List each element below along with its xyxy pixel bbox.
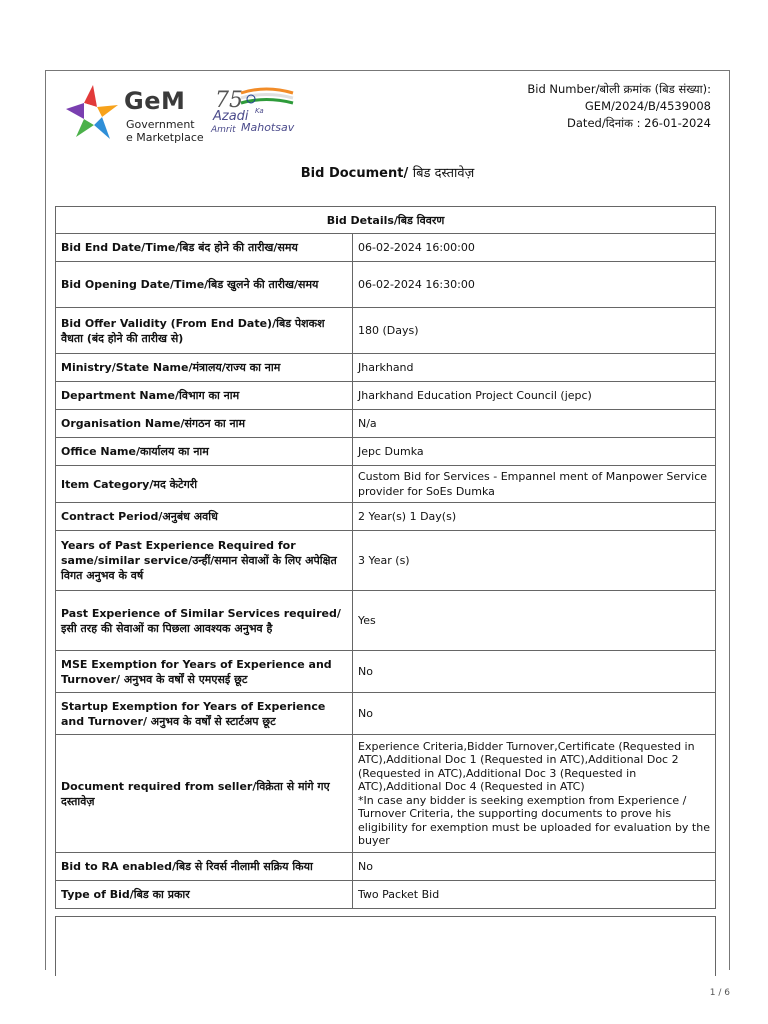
- row-value: 06-02-2024 16:00:00: [353, 234, 716, 262]
- row-value: Jharkhand: [353, 354, 716, 382]
- row-label: Department Name/विभाग का नाम: [56, 382, 353, 410]
- table-row: [56, 735, 716, 853]
- table-row: [56, 382, 716, 410]
- table-row: [56, 262, 716, 308]
- gem-logo-name: GeM: [124, 87, 186, 115]
- bid-date: [527, 115, 711, 132]
- row-value: No: [353, 853, 716, 881]
- seller-docs-note: *In case any bidder is seeking exemption from Experience / Turnover Criteria, the supporting documents to prove his eligibility for exemption must be uploaded for evaluation by the buyer: [358, 793, 710, 847]
- row-label: Bid End Date/Time/बिड बंद होने की तारीख/समय: [56, 234, 353, 262]
- row-value: [353, 735, 716, 853]
- page-number: 1 / 6: [709, 988, 730, 998]
- dated-value: 26-01-2024: [644, 116, 711, 130]
- bid-details-table: [55, 206, 716, 909]
- row-label: Bid Offer Validity (From End Date)/बिड पेशकश वैधता (बंद होने की तारीख से): [56, 308, 353, 354]
- row-value: 180 (Days): [353, 308, 716, 354]
- azadi-logo-line2: Amrit: [211, 125, 236, 135]
- document-title-hi: बिड दस्तावेज़: [412, 166, 475, 181]
- table-row: [56, 853, 716, 881]
- table-row: [56, 466, 716, 503]
- next-section-box: [55, 916, 716, 976]
- table-row: [56, 234, 716, 262]
- dated-label: Dated/दिनांक :: [567, 116, 641, 130]
- gem-logo-line1: Government: [126, 118, 195, 131]
- row-value: Two Packet Bid: [353, 881, 716, 909]
- gem-star-icon: [64, 81, 122, 143]
- table-row: [56, 591, 716, 651]
- azadi-logo-line2b: Mahotsav: [241, 121, 295, 134]
- row-value: Yes: [353, 591, 716, 651]
- table-row: [56, 693, 716, 735]
- azadi-ka-amrit-mahotsav-logo: [211, 83, 301, 139]
- bid-details-heading: Bid Details/बिड विवरण: [56, 207, 716, 234]
- row-value: No: [353, 651, 716, 693]
- row-label: Bid Opening Date/Time/बिड खुलने की तारीख/समय: [56, 262, 353, 308]
- table-row: [56, 438, 716, 466]
- row-label: Type of Bid/बिड का प्रकार: [56, 881, 353, 909]
- bid-meta: [527, 81, 711, 132]
- row-label: Item Category/मद केटेगरी: [56, 466, 353, 503]
- azadi-logo-line1b: Ka: [255, 107, 264, 115]
- gem-logo: [64, 81, 204, 143]
- row-value: N/a: [353, 410, 716, 438]
- gem-logo-line2: e Marketplace: [126, 131, 204, 144]
- row-label: Years of Past Experience Required for same/similar service/उन्हीं/समान सेवाओं के लिए अपेक्षित विगत अनुभव के वर्ष: [56, 531, 353, 591]
- row-label: Ministry/State Name/मंत्रालय/राज्य का नाम: [56, 354, 353, 382]
- document-page: [45, 70, 730, 970]
- row-label: Office Name/कार्यालय का नाम: [56, 438, 353, 466]
- svg-text:75: 75: [215, 88, 243, 113]
- row-value: No: [353, 693, 716, 735]
- document-title-en: Bid Document/: [300, 166, 409, 181]
- row-value: Jepc Dumka: [353, 438, 716, 466]
- table-row: [56, 651, 716, 693]
- row-value: 2 Year(s) 1 Day(s): [353, 503, 716, 531]
- table-row: [56, 410, 716, 438]
- row-label: Startup Exemption for Years of Experience and Turnover/ अनुभव के वर्षों से स्टार्टअप छूट: [56, 693, 353, 735]
- row-label: MSE Exemption for Years of Experience and Turnover/ अनुभव के वर्षों से एमएसई छूट: [56, 651, 353, 693]
- row-label: Contract Period/अनुबंध अवधि: [56, 503, 353, 531]
- table-row: [56, 308, 716, 354]
- row-value: 06-02-2024 16:30:00: [353, 262, 716, 308]
- seller-docs-list: Experience Criteria,Bidder Turnover,Certificate (Requested in ATC),Additional Doc 1 (Requested in ATC),Additional Doc 2 (Requested in ATC),Additional Doc 3 (Requested in ATC),Additional Doc 4 (Requested in ATC): [358, 739, 695, 793]
- bid-number: GEM/2024/B/4539008: [584, 99, 711, 113]
- document-title: [46, 163, 729, 181]
- bid-number-label: Bid Number/बोली क्रमांक (बिड संख्या):: [527, 82, 711, 96]
- row-value: Custom Bid for Services - Empannel ment of Manpower Service provider for SoEs Dumka: [353, 466, 716, 503]
- row-value: 3 Year (s): [353, 531, 716, 591]
- row-label: Past Experience of Similar Services required/इसी तरह की सेवाओं का पिछला आवश्यक अनुभव है: [56, 591, 353, 651]
- row-value: Jharkhand Education Project Council (jepc): [353, 382, 716, 410]
- row-label: Bid to RA enabled/बिड से रिवर्स नीलामी सक्रिय किया: [56, 853, 353, 881]
- table-row: [56, 503, 716, 531]
- table-row: [56, 881, 716, 909]
- row-label: Organisation Name/संगठन का नाम: [56, 410, 353, 438]
- row-label: Document required from seller/विक्रेता से मांगे गए दस्तावेज़: [56, 735, 353, 853]
- table-row: [56, 354, 716, 382]
- azadi-logo-line1: Azadi: [213, 109, 249, 124]
- table-row: [56, 531, 716, 591]
